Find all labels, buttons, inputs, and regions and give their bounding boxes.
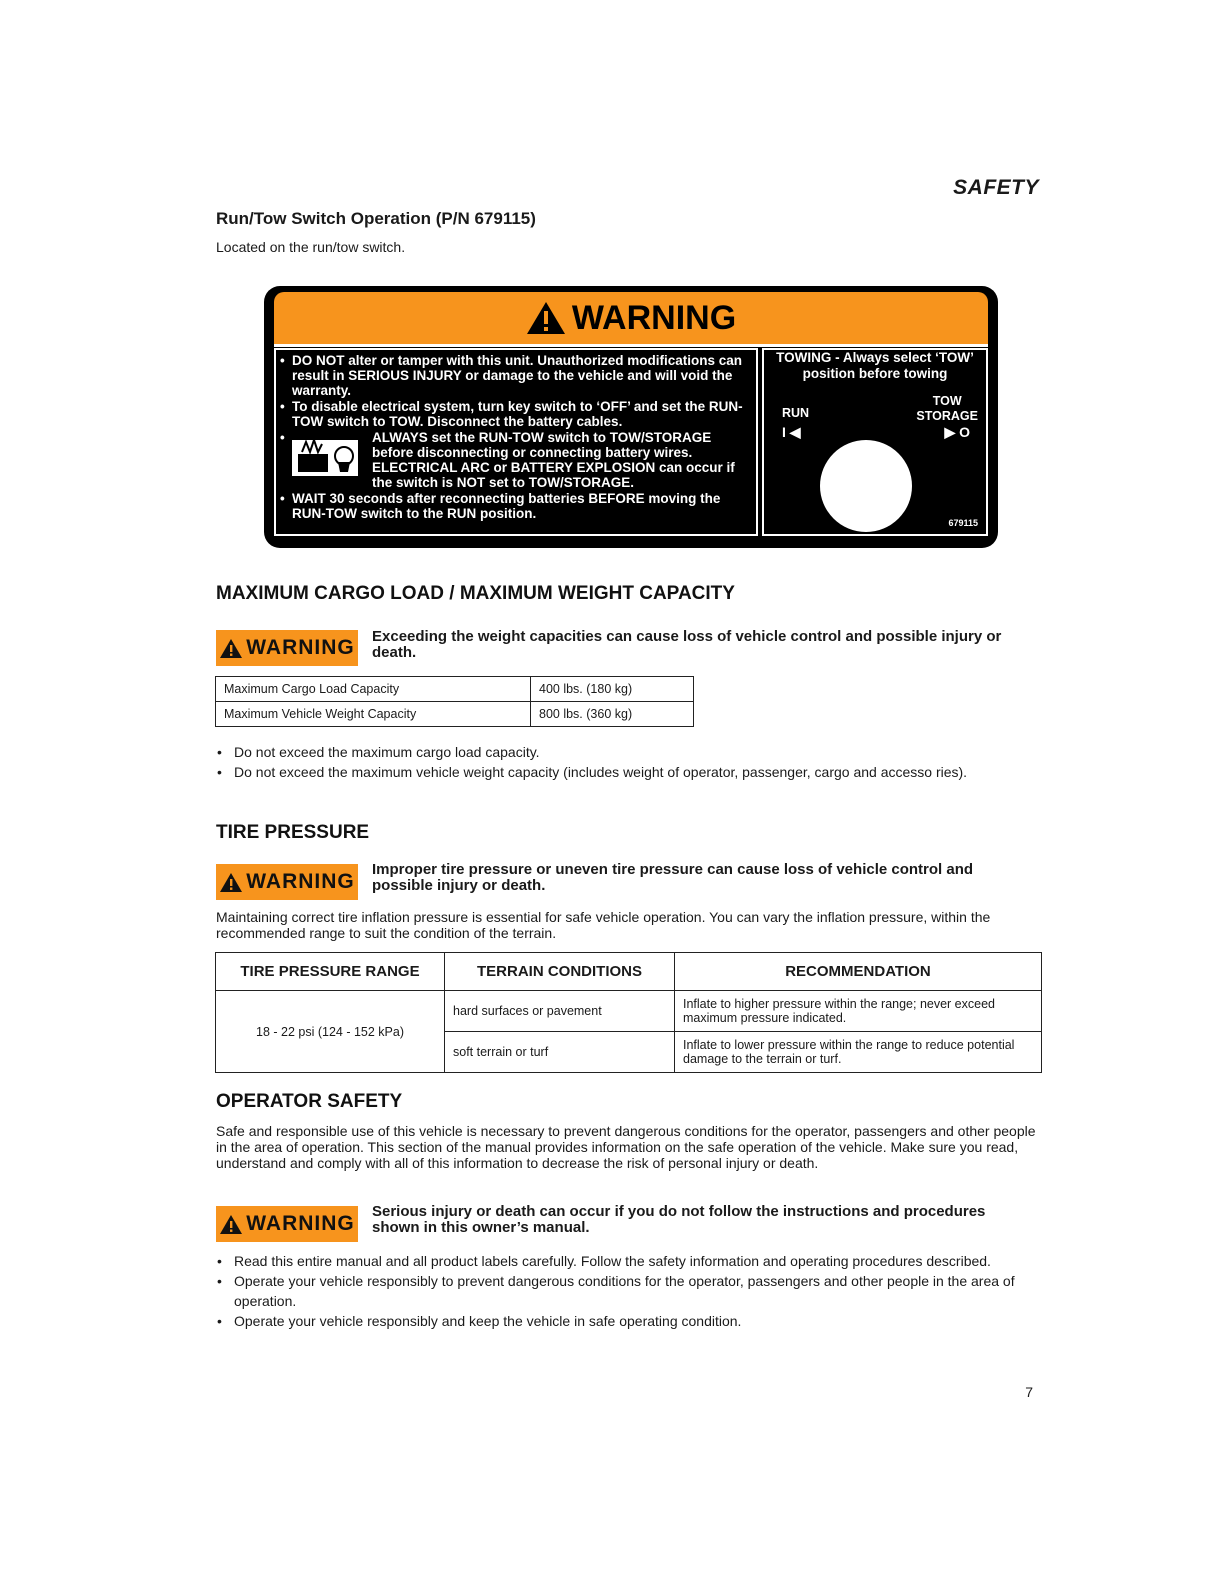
operator-heading: OPERATOR SAFETY: [216, 1091, 403, 1112]
decal-instructions: [274, 348, 758, 536]
tire-heading: TIRE PRESSURE: [216, 822, 370, 843]
warning-triangle-icon: [526, 301, 566, 335]
decal-item: • To disable electrical system, turn key switch to ‘OFF’ and set the RUN-TOW switch to TOW. Disconnect the battery cables.: [280, 399, 750, 429]
storage-label: STORAGE: [916, 409, 978, 423]
list-item: • Do not exceed the maximum vehicle weight capacity (includes weight of operator, passenger, cargo and accesso ries).: [216, 762, 1031, 782]
tow-storage-label: [916, 394, 978, 424]
runtow-location-text: Located on the run/tow switch.: [216, 239, 406, 255]
operator-bullets: [216, 1251, 1031, 1331]
table-cell: Inflate to lower pressure within the range to reduce potential damage to the terrain or turf.: [675, 1032, 1042, 1073]
warning-label: WARNING: [246, 870, 355, 893]
tire-warning-text: Improper tire pressure or uneven tire pressure can cause loss of vehicle control and possible injury or death.: [372, 861, 974, 894]
cargo-heading: MAXIMUM CARGO LOAD / MAXIMUM WEIGHT CAPACITY: [216, 583, 735, 604]
table-cell: hard surfaces or pavement: [445, 991, 675, 1032]
table-cell: 18 - 22 psi (124 - 152 kPa): [216, 991, 445, 1073]
list-item: • Operate your vehicle responsibly to prevent dangerous conditions for the operator, passengers and other people in the area of operation.: [216, 1271, 1031, 1311]
decal-item: • DO NOT alter or tamper with this unit. Unauthorized modifications can result in SERIOUS INJURY or damage to the vehicle and will void the warranty.: [280, 353, 750, 398]
decal-switch-panel: [762, 348, 988, 536]
warning-triangle-icon: [219, 638, 243, 659]
list-item: • Operate your vehicle responsibly and keep the vehicle in safe operating condition.: [216, 1311, 1031, 1331]
warning-triangle-icon: [219, 872, 243, 893]
tire-pressure-table: [215, 952, 1042, 1073]
operator-warning-text: Serious injury or death can occur if you do not follow the instructions and procedures shown in this owner’s manual.: [372, 1203, 986, 1236]
table-cell: 800 lbs. (360 kg): [531, 702, 694, 727]
decal-part-number: 679115: [948, 518, 978, 528]
tow-label: TOW: [932, 394, 962, 408]
table-header-row: [216, 953, 1042, 991]
operator-intro: Safe and responsible use of this vehicle is necessary to prevent dangerous conditions for the operator, passengers and other people in the area of operation. This section of the manual provides information on the safe operation of the vehicle. Make sure you read, understand and comply with all of this information to decrease the risk of personal injury or death.: [216, 1123, 1036, 1171]
warning-label: WARNING: [246, 636, 355, 659]
decal-item: • WAIT 30 seconds after reconnecting batteries BEFORE moving the RUN-TOW switch to the RUN position.: [280, 491, 750, 521]
towing-note: TOWING - Always select ‘TOW’ position before towing: [776, 350, 974, 381]
page-number: 7: [1025, 1384, 1033, 1400]
cargo-warning-text: Exceeding the weight capacities can cause loss of vehicle control and possible injury or death.: [372, 628, 1002, 661]
runtow-heading: Run/Tow Switch Operation (P/N 679115): [216, 209, 536, 228]
decal-item: • ALWAYS set the RUN-TOW switch to TOW/STORAGE before disconnecting or connecting battery wires. ELECTRICAL ARC or BATTERY EXPLOSION can occur if the switch is NOT set to TOW/STORAGE.: [280, 430, 750, 490]
table-row: [216, 702, 694, 727]
table-header: TERRAIN CONDITIONS: [445, 953, 675, 991]
section-title: SAFETY: [953, 176, 1039, 199]
decal-warning-title: WARNING: [571, 298, 737, 337]
decal-warning-banner: [274, 292, 988, 347]
table-header: RECOMMENDATION: [675, 953, 1042, 991]
warning-label: WARNING: [246, 1212, 355, 1235]
run-arrow-icon: I ◀: [782, 424, 801, 440]
warning-triangle-icon: [219, 1214, 243, 1235]
table-cell: Inflate to higher pressure within the range; never exceed maximum pressure indicated.: [675, 991, 1042, 1032]
table-cell: 400 lbs. (180 kg): [531, 677, 694, 702]
table-cell: soft terrain or turf: [445, 1032, 675, 1073]
list-item: • Read this entire manual and all product labels carefully. Follow the safety information and operating procedures described.: [216, 1251, 1031, 1271]
table-cell: Maximum Cargo Load Capacity: [216, 677, 531, 702]
switch-knob: [820, 440, 912, 532]
table-row: [216, 991, 1042, 1032]
table-row: [216, 677, 694, 702]
tow-arrow-icon: ▶ O: [944, 424, 970, 440]
capacity-table: [215, 676, 694, 727]
operator-warning-badge: [216, 1206, 358, 1242]
battery-explosion-icon: [292, 440, 358, 476]
list-item: • Do not exceed the maximum cargo load capacity.: [216, 742, 1031, 762]
cargo-bullets: [216, 742, 1031, 782]
tire-warning-badge: [216, 864, 358, 900]
warning-decal: [264, 286, 998, 548]
table-header: TIRE PRESSURE RANGE: [216, 953, 445, 991]
run-label: RUN: [782, 406, 810, 420]
cargo-warning-badge: [216, 630, 358, 666]
tire-intro: Maintaining correct tire inflation pressure is essential for safe vehicle operation. You can vary the inflation pressure, within the recommended range to suit the condition of the terrain.: [216, 909, 991, 941]
table-cell: Maximum Vehicle Weight Capacity: [216, 702, 531, 727]
